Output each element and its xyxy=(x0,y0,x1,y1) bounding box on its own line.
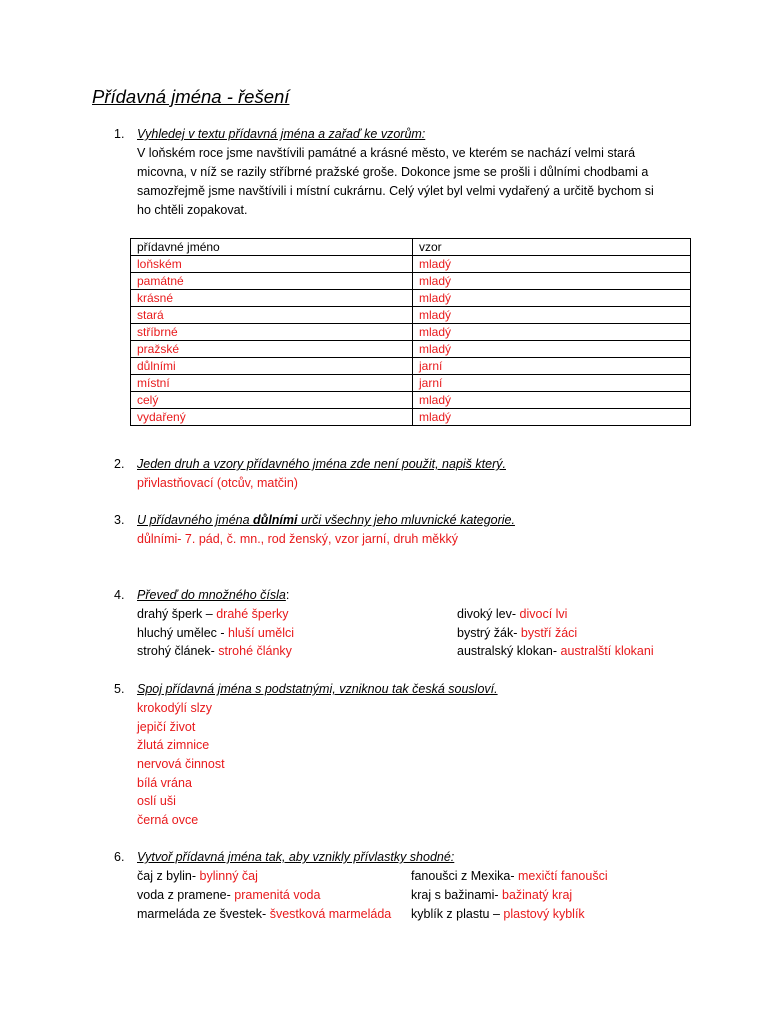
task2-number: 2. xyxy=(114,457,125,471)
pair-question: fanoušci z Mexika- xyxy=(411,869,518,883)
pair-answer: divocí lvi xyxy=(519,607,568,621)
pair-question: strohý článek- xyxy=(137,644,219,658)
task3-instruction-post: urči všechny jeho mluvnické kategorie. xyxy=(297,513,515,527)
table-cell-adjective: stříbrné xyxy=(131,324,413,341)
task6-instruction: Vytvoř přídavná jména tak, aby vznikly přívlastky shodné: xyxy=(137,850,455,864)
task1-instruction: Vyhledej v textu přídavná jména a zařaď ke vzorům: xyxy=(137,127,426,141)
task3-instruction-pre: U přídavného jména xyxy=(137,513,254,527)
table-row xyxy=(131,341,691,358)
task1-text-line: V loňském roce jsme navštívili památné a krásné město, ve kterém se nachází velmi stará xyxy=(137,146,636,160)
task6-pair xyxy=(411,907,585,921)
task6-pair xyxy=(137,888,320,902)
pair-answer: hluší umělci xyxy=(228,626,295,640)
pair-answer: australští klokani xyxy=(560,644,654,658)
task1-text-line: samozřejmě jsme navštívili i místní cukrárnu. Celý výlet byl velmi vydařený a určitě bychom si xyxy=(137,184,654,198)
table-cell-adjective: celý xyxy=(131,392,413,409)
table-row xyxy=(131,273,691,290)
task4-pair xyxy=(457,626,577,640)
table-cell-pattern: mladý xyxy=(413,290,691,307)
pair-question: kyblík z plastu – xyxy=(411,907,504,921)
task3-answer: důlními- 7. pád, č. mn., rod ženský, vzor jarní, druh měkký xyxy=(137,532,458,546)
table-cell-adjective: krásné xyxy=(131,290,413,307)
table-cell-pattern: mladý xyxy=(413,256,691,273)
table-header-pattern: vzor xyxy=(413,239,691,256)
pair-answer: plastový kyblík xyxy=(503,907,585,921)
pair-answer: strohé články xyxy=(218,644,292,658)
task5-number: 5. xyxy=(114,682,125,696)
table-row xyxy=(131,375,691,392)
pair-answer: bažinatý kraj xyxy=(502,888,573,902)
task1-number: 1. xyxy=(114,127,125,141)
pair-answer: bylinný čaj xyxy=(199,869,258,883)
table-cell-adjective: památné xyxy=(131,273,413,290)
task5-answer: černá ovce xyxy=(137,813,199,827)
page-title: Přídavná jména - řešení xyxy=(92,86,290,107)
task5-answer: bílá vrána xyxy=(137,776,192,790)
task5-answer: oslí uši xyxy=(137,794,176,808)
table-cell-adjective: loňském xyxy=(131,256,413,273)
task4-instruction xyxy=(137,588,289,602)
table-cell-pattern: mladý xyxy=(413,341,691,358)
task5-answer: žlutá zimnice xyxy=(137,738,210,752)
table-cell-pattern: jarní xyxy=(413,358,691,375)
task4-pair xyxy=(137,626,294,640)
pair-question: divoký lev- xyxy=(457,607,520,621)
table-row xyxy=(131,307,691,324)
pair-answer: bystří žáci xyxy=(520,626,578,640)
task4-pair xyxy=(137,607,288,621)
task6-pair xyxy=(137,907,391,921)
task4-instruction-colon: : xyxy=(285,588,290,602)
task2-instruction: Jeden druh a vzory přídavného jména zde není použit, napiš který. xyxy=(137,457,506,471)
pair-question: marmeláda ze švestek- xyxy=(137,907,270,921)
table-cell-pattern: mladý xyxy=(413,409,691,426)
pair-question: drahý šperk – xyxy=(137,607,217,621)
task1-text-line: ho chtěli zopakovat. xyxy=(137,203,248,217)
task3-instruction-bold: důlními xyxy=(253,513,298,527)
task4-pair xyxy=(137,644,292,658)
pair-question: hluchý umělec - xyxy=(137,626,229,640)
pair-question: voda z pramene- xyxy=(137,888,235,902)
task5-answer: jepičí život xyxy=(137,720,196,734)
task5-answer: krokodýlí slzy xyxy=(137,701,213,715)
pair-answer: mexičtí fanoušci xyxy=(517,869,608,883)
table-cell-adjective: pražské xyxy=(131,341,413,358)
task6-pair xyxy=(411,869,608,883)
task3-instruction xyxy=(137,513,515,527)
task6-pair xyxy=(411,888,572,902)
table-cell-pattern: mladý xyxy=(413,273,691,290)
pair-question: bystrý žák- xyxy=(457,626,521,640)
table-row xyxy=(131,358,691,375)
pair-question: australský klokan- xyxy=(457,644,561,658)
pair-question: kraj s bažinami- xyxy=(411,888,502,902)
table-cell-pattern: jarní xyxy=(413,375,691,392)
task4-pair xyxy=(457,644,654,658)
task1-text-line: micovna, v níž se razily stříbrné pražské groše. Dokonce jsme se prošli i důlními chodbami a xyxy=(137,165,649,179)
pair-question: čaj z bylin- xyxy=(137,869,200,883)
table-header-adjective: přídavné jméno xyxy=(131,239,413,256)
pair-answer: pramenitá voda xyxy=(234,888,321,902)
table-cell-pattern: mladý xyxy=(413,324,691,341)
table-cell-pattern: mladý xyxy=(413,392,691,409)
table-cell-pattern: mladý xyxy=(413,307,691,324)
task5-instruction: Spoj přídavná jména s podstatnými, vzniknou tak česká sousloví. xyxy=(137,682,498,696)
task6-number: 6. xyxy=(114,850,125,864)
task2-answer: přivlastňovací (otcův, matčin) xyxy=(137,476,298,490)
table-cell-adjective: místní xyxy=(131,375,413,392)
pair-answer: švestková marmeláda xyxy=(269,907,392,921)
table-cell-adjective: vydařený xyxy=(131,409,413,426)
task3-number: 3. xyxy=(114,513,125,527)
task4-instruction-text: Převeď do množného čísla xyxy=(137,588,286,602)
pair-answer: drahé šperky xyxy=(216,607,289,621)
task4-pair xyxy=(457,607,567,621)
table-cell-adjective: stará xyxy=(131,307,413,324)
table-row xyxy=(131,409,691,426)
table-row xyxy=(131,324,691,341)
table-row xyxy=(131,290,691,307)
table-row xyxy=(131,392,691,409)
adjective-table xyxy=(130,238,691,426)
table-row xyxy=(131,256,691,273)
task6-pair xyxy=(137,869,258,883)
table-header-row xyxy=(131,239,691,256)
table-cell-adjective: důlními xyxy=(131,358,413,375)
task4-number: 4. xyxy=(114,588,125,602)
task5-answer: nervová činnost xyxy=(137,757,225,771)
